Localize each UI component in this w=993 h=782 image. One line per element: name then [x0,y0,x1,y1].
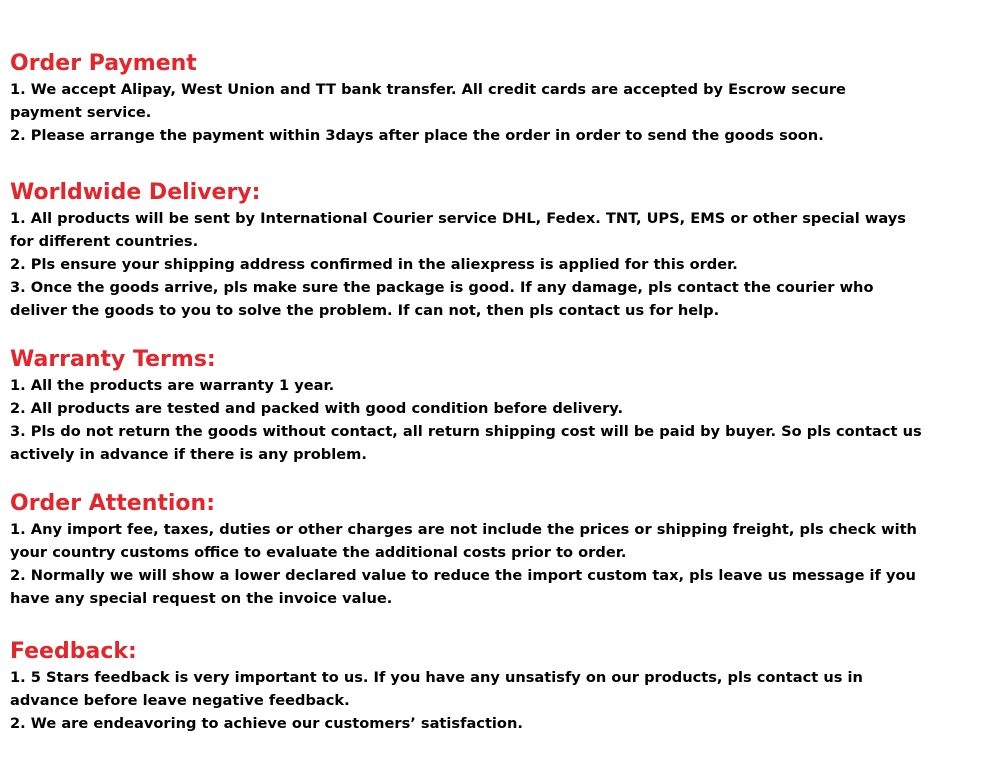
worldwide-delivery-line: 2. Pls ensure your shipping address confirmed in the aliexpress is applied for this order. [10,256,738,273]
worldwide-delivery-heading: Worldwide Delivery: [10,180,261,205]
feedback-section [10,638,985,735]
worldwide-delivery-line: deliver the goods to you to solve the problem. If can not, then pls contact us for help. [10,302,720,319]
worldwide-delivery-line: 3. Once the goods arrive, pls make sure the package is good. If any damage, pls contact the courier who [10,279,874,296]
warranty-terms-line: 3. Pls do not return the goods without contact, all return shipping cost will be paid by buyer. So pls contact us [10,423,922,440]
order-attention-line: have any special request on the invoice value. [10,590,393,607]
order-attention-heading: Order Attention: [10,491,216,516]
order-payment-line: 2. Please arrange the payment within 3days after place the order in order to send the goods soon. [10,127,824,144]
warranty-terms-section [10,346,985,466]
warranty-terms-line: 2. All products are tested and packed with good condition before delivery. [10,400,624,417]
order-payment-line: 1. We accept Alipay, West Union and TT bank transfer. All credit cards are accepted by Escrow secure [10,81,846,98]
feedback-line: 1. 5 Stars feedback is very important to us. If you have any unsatisfy on our products, pls contact us in [10,669,863,686]
order-attention-line: 1. Any import fee, taxes, duties or other charges are not include the prices or shipping freight, pls check with [10,521,917,538]
worldwide-delivery-section [10,179,985,322]
worldwide-delivery-line: for different countries. [10,233,199,250]
feedback-heading: Feedback: [10,639,137,664]
warranty-terms-heading: Warranty Terms: [10,347,216,372]
worldwide-delivery-line: 1. All products will be sent by International Courier service DHL, Fedex. TNT, UPS, EMS or other special ways [10,210,906,227]
warranty-terms-line: actively in advance if there is any problem. [10,446,367,463]
order-payment-line: payment service. [10,104,152,121]
order-attention-section [10,490,985,610]
order-payment-heading: Order Payment [10,51,197,76]
feedback-line: advance before leave negative feedback. [10,692,350,709]
order-attention-line: 2. Normally we will show a lower declared value to reduce the import custom tax, pls leave us message if you [10,567,916,584]
warranty-terms-line: 1. All the products are warranty 1 year. [10,377,335,394]
feedback-line: 2. We are endeavoring to achieve our customers’ satisfaction. [10,715,523,732]
order-payment-section [10,50,985,147]
order-attention-line: your country customs office to evaluate the additional costs prior to order. [10,544,627,561]
